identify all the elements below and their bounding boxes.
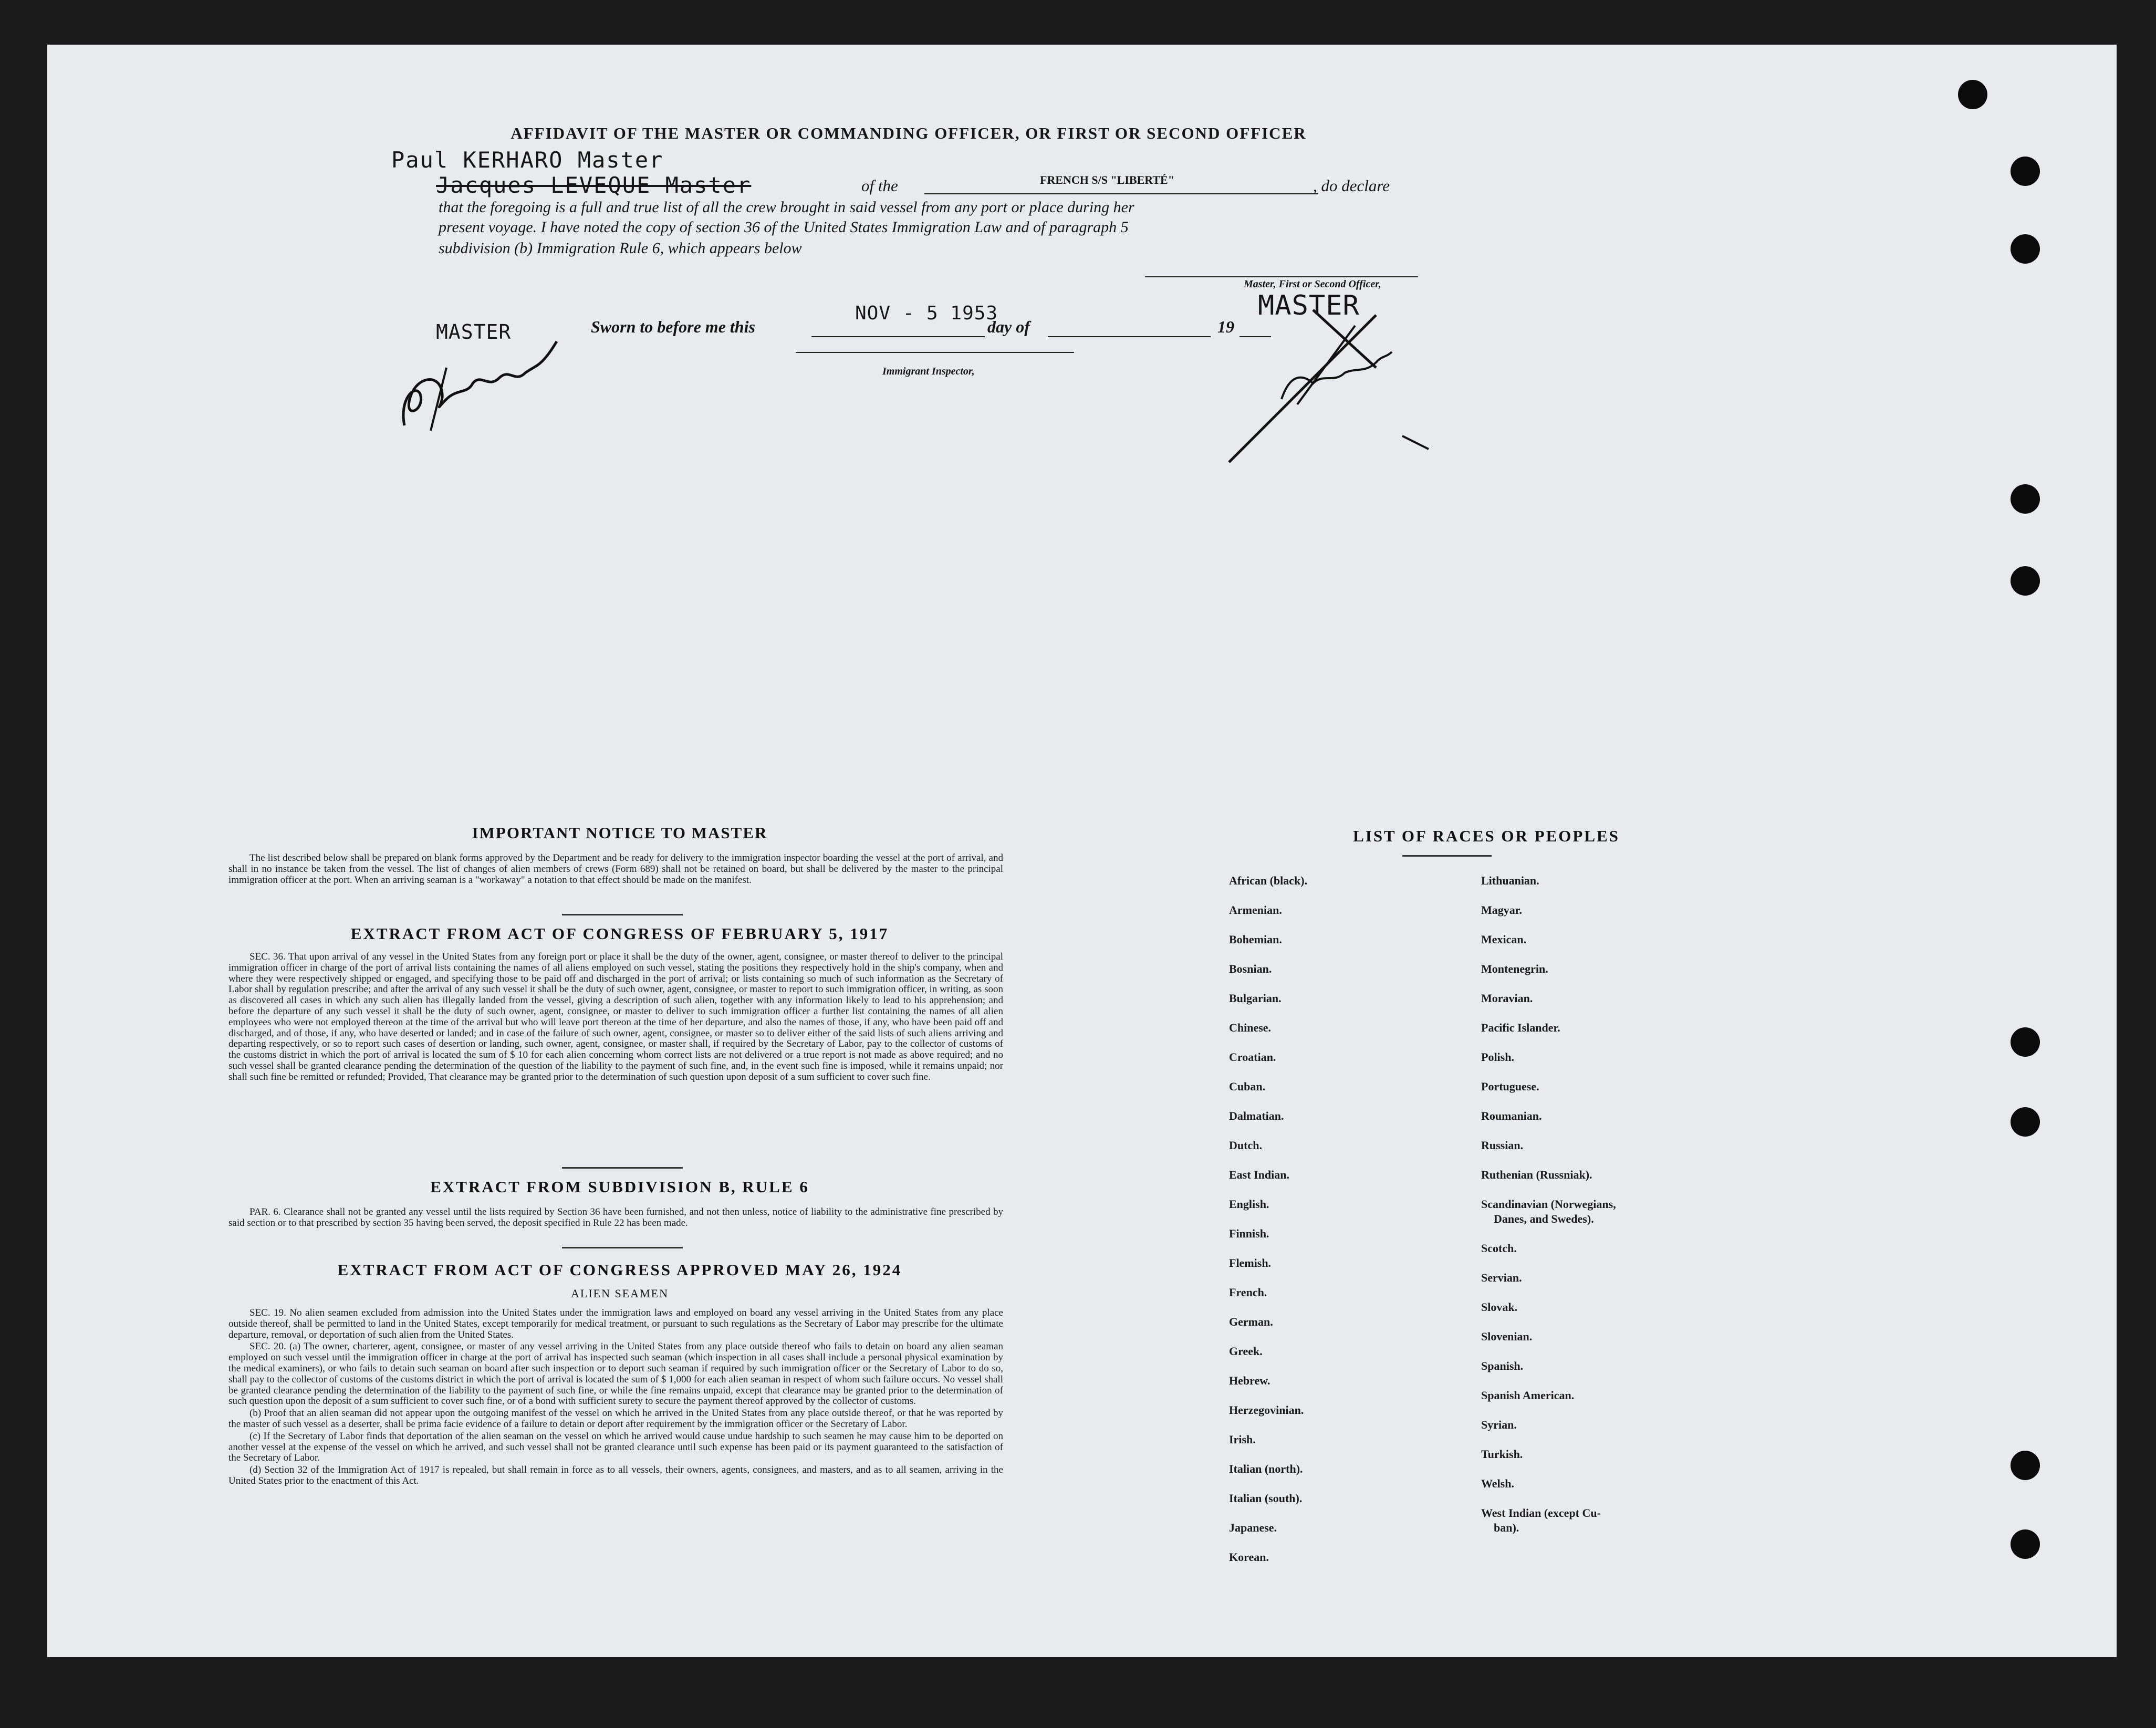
extract-1924-paragraph: SEC. 20. (a) The owner, charterer, agent, consignee, or master of any vessel arriving in the United States from any place outside thereof who fails to detain on board any alien seaman employed on such vessel until the immigration officer in charge at the port of arrival has inspected such seaman (which inspection in all cases shall include a personal physical examination by the medical examiners), or who fails to detain such seaman on board after such inspection or to deport such seaman if required by such immigration officer or the Secretary of Labor to do so, shall pay to the collector of customs of the customs district in which the port of arrival is located the sum of $ 1,000 for each alien seaman in respect of whom such failure occurs. No vessel shall be granted clearance pending the determination of the liability to the payment of such fine, or while the fine remains unpaid, except that clearance may be granted prior to the determination of such question upon the deposit of a sum sufficient to cover such fine, or of a bond with sufficient surety to secure the payment thereof approved by the collector of customs.: [228, 1341, 1003, 1407]
signature-mark-right: [1218, 294, 1439, 473]
year-line: [1240, 336, 1271, 337]
race-item: Scotch.: [1481, 1242, 1517, 1255]
race-item: German.: [1229, 1315, 1273, 1328]
extract-1924-paragraph: (c) If the Secretary of Labor finds that deportation of the alien seaman on the vessel on which he arrived would cause undue hardship to such seamen he may cause him to be deported on another vessel at the expense of the vessel on which he arrived, and such vessel shall not be granted clearance until such expense has been paid or its payment guaranteed to the satisfaction of the Secretary of Labor.: [228, 1430, 1003, 1464]
divider: [562, 914, 683, 915]
race-item: French.: [1229, 1286, 1267, 1299]
declaration-line3: subdivision (b) Immigration Rule 6, which appears below: [439, 240, 802, 257]
rule6-title: EXTRACT FROM SUBDIVISION B, RULE 6: [430, 1178, 809, 1196]
race-item: Portuguese.: [1481, 1080, 1539, 1093]
race-item: Bosnian.: [1229, 962, 1272, 975]
divider: [1402, 855, 1492, 857]
notice-text: [228, 853, 1003, 887]
vessel-name-line: [924, 193, 1318, 194]
race-item: Herzegovinian.: [1229, 1403, 1304, 1417]
notice-title: IMPORTANT NOTICE TO MASTER: [472, 824, 768, 842]
punch-hole: [2011, 1107, 2040, 1137]
race-item: Italian (south).: [1229, 1492, 1303, 1505]
race-item: Cuban.: [1229, 1080, 1266, 1093]
extract-1924-title: EXTRACT FROM ACT OF CONGRESS APPROVED MAY 26, 1924: [337, 1261, 902, 1279]
race-item: ban).: [1494, 1521, 1519, 1534]
race-item: Irish.: [1229, 1433, 1256, 1446]
year-prefix: 19: [1217, 317, 1234, 336]
race-item: Hebrew.: [1229, 1374, 1270, 1387]
officer-signature-line: [1145, 276, 1418, 277]
race-item: Armenian.: [1229, 903, 1282, 917]
master-stamp-right: MASTER: [1258, 290, 1360, 321]
race-item: East Indian.: [1229, 1168, 1289, 1181]
race-item: Dutch.: [1229, 1139, 1262, 1152]
race-item: Slovak.: [1481, 1300, 1518, 1314]
race-item: Dalmatian.: [1229, 1109, 1284, 1122]
punch-hole: [2011, 1451, 2040, 1480]
punch-hole: [2011, 157, 2040, 186]
race-item: Magyar.: [1481, 903, 1523, 917]
race-item: Moravian.: [1481, 992, 1533, 1005]
race-item: Roumanian.: [1481, 1109, 1542, 1122]
race-item: Spanish.: [1481, 1359, 1524, 1372]
extract-1924-paragraph: (d) Section 32 of the Immigration Act of 1917 is repealed, but shall remain in force as to all vessels, their owners, agents, consignees, and masters, and as to all seamen, arriving in the United States prior to the enactment of this Act.: [228, 1464, 1003, 1486]
extract-1924-text: [228, 1308, 1003, 1488]
date-stamp: NOV - 5 1953: [855, 303, 998, 324]
extract-1917-paragraph: SEC. 36. That upon arrival of any vessel in the United States from any foreign port or place it shall be the duty of the owner, agent, consignee, or master thereof to deliver to the principal immigration officer in charge of the port of arrival lists containing the names of all aliens employed on such vessel, stating the positions they respectively hold in the ship's company, when and where they were respectively shipped or engaged, and specifying those to be paid off and discharged in the port of arrival; or lists containing so much of such information as the Secretary of Labor shall by regulation prescribe; and after the arrival of any such vessel it shall be the duty of such owner, agent, consignee, or master to report to such immigration officer, in writing, as soon as discovered all cases in which any such alien has illegally landed from the vessel, giving a description of such alien, together with any information likely to lead to his apprehension; and before the departure of any such vessel it shall be the duty of such owner, agent, consignee, or master to deliver to such immigration officer a further list containing the names of all alien employees who were not employed thereon at the time of the arrival but who will leave port thereon at the time of her departure, and also the names of those, if any, who have been paid off and discharged, and of those, if any, who have deserted or landed; and in case of the failure of such owner, agent, consignee, or master so to deliver either of the said lists of such aliens arriving and departing respectively, or so to report such cases of desertion or landing, such owner, agent, consignee, or master shall, if required by the Secretary of Labor, pay to the collector of customs of the customs district in which the port of arrival is located the sum of $ 10 for each alien concerning whom correct lists are not delivered or a true report is not made as above required; and no such vessel shall be granted clearance pending the determination of the question of the liability to the payment of such fine, and, in the event such fine is imposed, while it remains unpaid; nor shall such fine be remitted or refunded; Provided, That clearance may be granted prior to the determination of such question upon deposit of a sum sufficient to cover such fine.: [228, 951, 1003, 1082]
divider: [562, 1247, 683, 1248]
officer-caption: Master, First or Second Officer,: [1244, 278, 1381, 290]
extract-1924-subtitle: ALIEN SEAMEN: [571, 1287, 669, 1300]
race-item: Greek.: [1229, 1345, 1263, 1358]
race-item: Japanese.: [1229, 1521, 1277, 1534]
inspector-signature-line: [796, 352, 1074, 353]
punch-hole: [2011, 566, 2040, 596]
punch-hole: [2011, 1529, 2040, 1559]
race-item: Welsh.: [1481, 1477, 1514, 1490]
punch-hole: [2011, 484, 2040, 514]
punch-hole: [1958, 80, 1987, 109]
race-item: African (black).: [1229, 874, 1308, 887]
punch-hole: [2011, 1027, 2040, 1057]
race-item: Russian.: [1481, 1139, 1524, 1152]
divider: [562, 1167, 683, 1169]
race-item: Ruthenian (Russniak).: [1481, 1168, 1592, 1181]
race-item: Finnish.: [1229, 1227, 1269, 1240]
extract-1924-paragraph: SEC. 19. No alien seamen excluded from admission into the United States under the immigration laws and employed on board any vessel arriving in the United States from any place outside thereof, shall be permitted to land in the United States, except temporarily for medical treatment, or pursuant to such regulations as the Secretary of Labor may prescribe for the ultimate departure, removal, or deportation of such alien from the United States.: [228, 1307, 1003, 1340]
signature-mark-left: [383, 336, 572, 441]
race-item: Turkish.: [1481, 1448, 1523, 1461]
rule6-text: [228, 1207, 1003, 1230]
race-item: Flemish.: [1229, 1256, 1272, 1269]
race-item: West Indian (except Cu-: [1481, 1506, 1601, 1519]
punch-hole: [2011, 234, 2040, 264]
race-item: Lithuanian.: [1481, 874, 1539, 887]
extract-1917-title: EXTRACT FROM ACT OF CONGRESS OF FEBRUARY 5, 1917: [350, 924, 889, 943]
races-title: LIST OF RACES OR PEOPLES: [1353, 827, 1620, 845]
month-line: [1048, 336, 1211, 337]
race-item: Slovenian.: [1481, 1330, 1533, 1343]
rule6-paragraph: PAR. 6. Clearance shall not be granted any vessel until the lists required by Section 36 have been furnished, and not then unless, notice of liability to the administrative fine prescribed by said section or to that prescribed by section 35 having been served, the deposit specified in Rule 22 has been made.: [228, 1206, 1003, 1229]
race-item: Servian.: [1481, 1271, 1522, 1284]
race-item: Danes, and Swedes).: [1494, 1212, 1594, 1225]
race-item: Bohemian.: [1229, 933, 1282, 946]
notice-paragraph: The list described below shall be prepared on blank forms approved by the Department and be ready for delivery to the immigration inspector boarding the vessel at the port of arrival, and shall in no instance be taken from the vessel. The list of changes of alien members of crews (Form 689) shall not be retained on board, but shall be delivered by the master to the principal immigration officer at the port. When an arriving seaman is a "workaway" a notation to that effect should be made on the manifest.: [228, 852, 1003, 886]
race-item: English.: [1229, 1198, 1269, 1211]
race-item: Chinese.: [1229, 1021, 1272, 1034]
sworn-text: Sworn to before me this: [591, 317, 755, 336]
race-item: Syrian.: [1481, 1418, 1517, 1431]
race-item: Mexican.: [1481, 933, 1527, 946]
race-item: Polish.: [1481, 1050, 1514, 1064]
declaration-line1: that the foregoing is a full and true list of all the crew brought in said vessel from any port or place during her: [439, 199, 1134, 216]
extract-1917-text: [228, 952, 1003, 1084]
master-name-line2: Jacques LEVEQUE Master: [436, 172, 752, 198]
race-item: Italian (north).: [1229, 1462, 1303, 1475]
race-item: Croatian.: [1229, 1050, 1276, 1064]
extract-1924-paragraph: (b) Proof that an alien seaman did not appear upon the outgoing manifest of the vessel on which he arrived in the United States from any place outside thereof, or that he was reported by the master of such vessel as a deserter, shall be prima facie evidence of a failure to detain or deport after requirement by the immigration officer or the Secretary of Labor.: [228, 1408, 1003, 1430]
race-item: Montenegrin.: [1481, 962, 1548, 975]
master-name-line1: Paul KERHARO Master: [391, 147, 664, 173]
declaration-line2: present voyage. I have noted the copy of section 36 of the United States Immigration Law and of paragraph 5: [439, 218, 1129, 236]
do-declare-label: , do declare: [1313, 176, 1390, 195]
master-stamp-left: MASTER: [436, 320, 512, 343]
race-item: Scandinavian (Norwegians,: [1481, 1198, 1616, 1211]
race-item: Pacific Islander.: [1481, 1021, 1560, 1034]
affidavit-title: AFFIDAVIT OF THE MASTER OR COMMANDING OFFICER, OR FIRST OR SECOND OFFICER: [511, 124, 1307, 142]
race-item: Bulgarian.: [1229, 992, 1282, 1005]
vessel-name: FRENCH S/S "LIBERTÉ": [1040, 173, 1174, 186]
inspector-caption: Immigrant Inspector,: [882, 366, 975, 377]
day-of-label: day of: [987, 317, 1030, 336]
race-item: Korean.: [1229, 1550, 1269, 1564]
sworn-date-line: [811, 336, 985, 337]
of-the-label: of the: [861, 176, 898, 195]
race-item: Spanish American.: [1481, 1389, 1575, 1402]
